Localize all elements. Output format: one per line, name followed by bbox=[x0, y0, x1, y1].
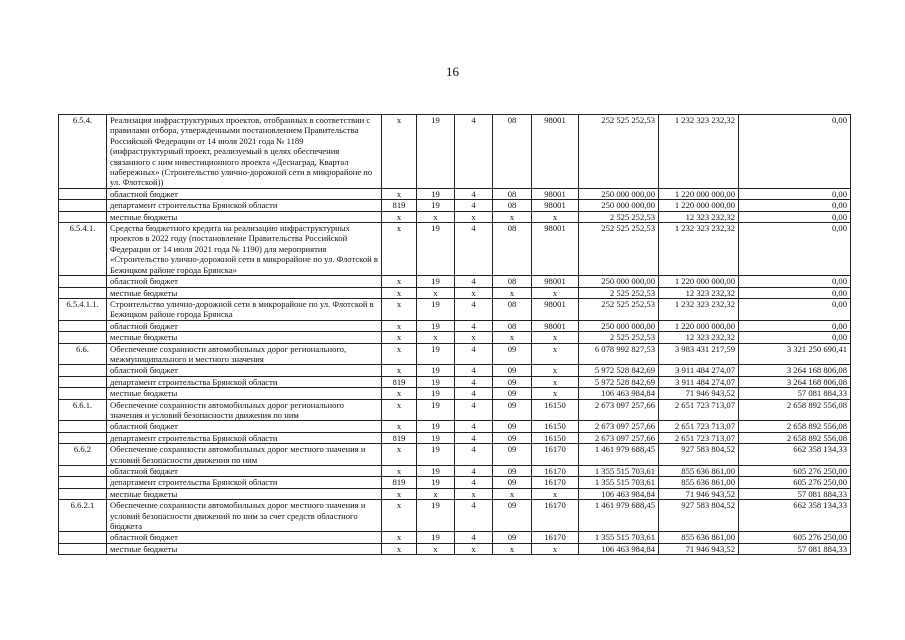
row-program-cell: 19 bbox=[417, 343, 455, 365]
row-value-1-cell: 106 463 984,84 bbox=[579, 488, 659, 499]
row-section-cell: 09 bbox=[493, 376, 532, 387]
row-program-cell: 19 bbox=[417, 432, 455, 443]
row-program-cell: 19 bbox=[417, 388, 455, 399]
row-value-2-cell: 12 323 232,32 bbox=[659, 287, 739, 298]
row-section-cell: 09 bbox=[493, 444, 532, 466]
row-gov-code-cell: х bbox=[382, 298, 417, 320]
row-program-cell: х bbox=[417, 488, 455, 499]
row-gov-code-cell: х bbox=[382, 466, 417, 477]
row-subprogram-cell: 4 bbox=[455, 115, 493, 189]
row-value-3-cell: 0,00 bbox=[739, 188, 851, 199]
row-subprogram-cell: х bbox=[455, 211, 493, 222]
table-row bbox=[59, 532, 851, 543]
row-code-cell bbox=[59, 287, 107, 298]
row-gov-code-cell: х bbox=[382, 211, 417, 222]
row-value-1-cell: 2 673 097 257,66 bbox=[579, 421, 659, 432]
row-subprogram-cell: 4 bbox=[455, 444, 493, 466]
row-value-1-cell: 252 525 252,53 bbox=[579, 298, 659, 320]
row-subprogram-cell: х bbox=[455, 332, 493, 343]
row-value-1-cell: 1 355 515 703,61 bbox=[579, 466, 659, 477]
row-code-cell bbox=[59, 188, 107, 199]
row-value-2-cell: 855 636 861,00 bbox=[659, 466, 739, 477]
table-row bbox=[59, 543, 851, 554]
row-target-article-cell: 98001 bbox=[532, 200, 579, 211]
row-target-article-cell: х bbox=[532, 343, 579, 365]
row-code-cell bbox=[59, 211, 107, 222]
row-value-1-cell: 2 525 252,53 bbox=[579, 287, 659, 298]
row-section-cell: 09 bbox=[493, 466, 532, 477]
row-name-cell: областной бюджет bbox=[107, 421, 382, 432]
row-code-cell: 6.6.2 bbox=[59, 444, 107, 466]
row-section-cell: 08 bbox=[493, 188, 532, 199]
row-program-cell: 19 bbox=[417, 365, 455, 376]
row-gov-code-cell: 819 bbox=[382, 477, 417, 488]
row-value-3-cell: 662 358 134,33 bbox=[739, 500, 851, 532]
row-target-article-cell: х bbox=[532, 332, 579, 343]
row-value-1-cell: 250 000 000,00 bbox=[579, 276, 659, 287]
row-subprogram-cell: 4 bbox=[455, 532, 493, 543]
row-gov-code-cell: х bbox=[382, 421, 417, 432]
row-code-cell: 6.5.4.1. bbox=[59, 223, 107, 276]
row-code-cell: 6.5.4.1.1. bbox=[59, 298, 107, 320]
row-program-cell: 19 bbox=[417, 376, 455, 387]
row-section-cell: 08 bbox=[493, 298, 532, 320]
row-code-cell bbox=[59, 477, 107, 488]
row-section-cell: 08 bbox=[493, 320, 532, 331]
row-name-cell: департамент строительства Брянской области bbox=[107, 200, 382, 211]
row-name-cell: областной бюджет bbox=[107, 532, 382, 543]
row-program-cell: 19 bbox=[417, 188, 455, 199]
row-value-2-cell: 1 220 000 000,00 bbox=[659, 276, 739, 287]
row-gov-code-cell: 819 bbox=[382, 200, 417, 211]
row-section-cell: 09 bbox=[493, 343, 532, 365]
row-program-cell: 19 bbox=[417, 115, 455, 189]
row-subprogram-cell: 4 bbox=[455, 500, 493, 532]
row-subprogram-cell: 4 bbox=[455, 365, 493, 376]
row-value-2-cell: 1 232 323 232,32 bbox=[659, 223, 739, 276]
row-gov-code-cell: х bbox=[382, 287, 417, 298]
row-value-3-cell: 3 264 168 806,08 bbox=[739, 376, 851, 387]
table-row bbox=[59, 432, 851, 443]
row-value-2-cell: 3 911 484 274,07 bbox=[659, 365, 739, 376]
row-target-article-cell: 16170 bbox=[532, 500, 579, 532]
table-row bbox=[59, 188, 851, 199]
row-value-2-cell: 855 636 861,00 bbox=[659, 532, 739, 543]
row-subprogram-cell: 4 bbox=[455, 388, 493, 399]
row-value-3-cell: 57 081 884,33 bbox=[739, 488, 851, 499]
row-value-3-cell: 2 658 892 556,08 bbox=[739, 399, 851, 421]
row-name-cell: областной бюджет bbox=[107, 320, 382, 331]
row-gov-code-cell: х bbox=[382, 388, 417, 399]
row-name-cell: Средства бюджетного кредита на реализацию инфраструктурных проектов в 2022 году (постановление Правительства Российской Федерации от 14 июля 2021 года № 1190) для мероприятия «Строительство улично-дорожной сети в микрорайоне по ул. Флотской в Бежицком районе города Брянска» bbox=[107, 223, 382, 276]
row-subprogram-cell: х bbox=[455, 287, 493, 298]
row-program-cell: х bbox=[417, 211, 455, 222]
row-value-2-cell: 71 946 943,52 bbox=[659, 388, 739, 399]
row-section-cell: 09 bbox=[493, 432, 532, 443]
budget-table bbox=[58, 114, 851, 555]
row-program-cell: х bbox=[417, 287, 455, 298]
table-row bbox=[59, 365, 851, 376]
row-value-2-cell: 1 220 000 000,00 bbox=[659, 320, 739, 331]
row-value-3-cell: 0,00 bbox=[739, 332, 851, 343]
row-program-cell: 19 bbox=[417, 276, 455, 287]
row-section-cell: 08 bbox=[493, 115, 532, 189]
row-target-article-cell: 16150 bbox=[532, 399, 579, 421]
row-program-cell: 19 bbox=[417, 444, 455, 466]
row-subprogram-cell: 4 bbox=[455, 223, 493, 276]
row-value-3-cell: 3 321 250 690,41 bbox=[739, 343, 851, 365]
table-row bbox=[59, 332, 851, 343]
row-name-cell: Обеспечение сохранности автомобильных дорог регионального значения и условий безопасности движения по ним bbox=[107, 399, 382, 421]
row-section-cell: х bbox=[493, 211, 532, 222]
row-program-cell: 19 bbox=[417, 466, 455, 477]
row-subprogram-cell: х bbox=[455, 543, 493, 554]
row-gov-code-cell: х bbox=[382, 332, 417, 343]
row-value-3-cell: 605 276 250,00 bbox=[739, 466, 851, 477]
row-code-cell bbox=[59, 432, 107, 443]
row-value-3-cell: 0,00 bbox=[739, 223, 851, 276]
row-section-cell: 08 bbox=[493, 223, 532, 276]
row-program-cell: 19 bbox=[417, 298, 455, 320]
row-target-article-cell: х bbox=[532, 287, 579, 298]
row-value-2-cell: 1 232 323 232,32 bbox=[659, 115, 739, 189]
row-program-cell: 19 bbox=[417, 500, 455, 532]
row-gov-code-cell: х bbox=[382, 488, 417, 499]
table-body bbox=[59, 115, 851, 555]
row-code-cell bbox=[59, 320, 107, 331]
row-name-cell: местные бюджеты bbox=[107, 388, 382, 399]
row-value-1-cell: 106 463 984,84 bbox=[579, 543, 659, 554]
row-program-cell: 19 bbox=[417, 421, 455, 432]
row-section-cell: 09 bbox=[493, 500, 532, 532]
row-target-article-cell: 98001 bbox=[532, 320, 579, 331]
row-name-cell: департамент строительства Брянской области bbox=[107, 432, 382, 443]
row-code-cell: 6.6. bbox=[59, 343, 107, 365]
row-code-cell: 6.6.1. bbox=[59, 399, 107, 421]
table-row bbox=[59, 500, 851, 532]
row-code-cell bbox=[59, 421, 107, 432]
row-name-cell: департамент строительства Брянской области bbox=[107, 477, 382, 488]
row-section-cell: 09 bbox=[493, 477, 532, 488]
row-name-cell: Реализация инфраструктурных проектов, отобранных в соответствии с правилами отбора, утвержденными постановлением Правительства Российской Федерации от 14 июля 2021 года № 1189 (инфраструктурный проект, реализуемый в целях обеспечения связанного с ним инвестиционного проекта «Деснаград, Квартал набережных» (Строительство улично-дорожной сети в микрорайоне по ул. Флотской)) bbox=[107, 115, 382, 189]
row-code-cell bbox=[59, 200, 107, 211]
row-gov-code-cell: х bbox=[382, 276, 417, 287]
row-name-cell: Строительство улично-дорожной сети в микрорайоне по ул. Флотской в Бежицком районе города Брянска bbox=[107, 298, 382, 320]
row-value-1-cell: 106 463 984,84 bbox=[579, 388, 659, 399]
row-value-1-cell: 2 525 252,53 bbox=[579, 332, 659, 343]
row-subprogram-cell: 4 bbox=[455, 343, 493, 365]
row-target-article-cell: 98001 bbox=[532, 115, 579, 189]
row-value-3-cell: 57 081 884,33 bbox=[739, 388, 851, 399]
row-value-2-cell: 3 911 484 274,07 bbox=[659, 376, 739, 387]
row-target-article-cell: х bbox=[532, 488, 579, 499]
table-row bbox=[59, 488, 851, 499]
row-value-1-cell: 252 525 252,53 bbox=[579, 223, 659, 276]
row-program-cell: 19 bbox=[417, 477, 455, 488]
row-section-cell: 09 bbox=[493, 365, 532, 376]
row-name-cell: местные бюджеты bbox=[107, 332, 382, 343]
row-name-cell: департамент строительства Брянской области bbox=[107, 376, 382, 387]
row-subprogram-cell: 4 bbox=[455, 276, 493, 287]
row-program-cell: 19 bbox=[417, 320, 455, 331]
row-program-cell: х bbox=[417, 332, 455, 343]
row-subprogram-cell: 4 bbox=[455, 298, 493, 320]
row-value-3-cell: 0,00 bbox=[739, 200, 851, 211]
row-value-1-cell: 250 000 000,00 bbox=[579, 320, 659, 331]
table-row bbox=[59, 399, 851, 421]
table-row bbox=[59, 223, 851, 276]
table-row bbox=[59, 298, 851, 320]
row-subprogram-cell: х bbox=[455, 488, 493, 499]
row-gov-code-cell: х bbox=[382, 500, 417, 532]
row-program-cell: 19 bbox=[417, 399, 455, 421]
row-target-article-cell: 98001 bbox=[532, 223, 579, 276]
row-value-2-cell: 71 946 943,52 bbox=[659, 543, 739, 554]
row-target-article-cell: х bbox=[532, 365, 579, 376]
row-subprogram-cell: 4 bbox=[455, 432, 493, 443]
row-value-2-cell: 3 983 431 217,59 bbox=[659, 343, 739, 365]
row-value-2-cell: 1 220 000 000,00 bbox=[659, 200, 739, 211]
row-value-1-cell: 1 355 515 703,61 bbox=[579, 477, 659, 488]
row-subprogram-cell: 4 bbox=[455, 421, 493, 432]
row-value-2-cell: 1 232 323 232,32 bbox=[659, 298, 739, 320]
row-value-2-cell: 12 323 232,32 bbox=[659, 211, 739, 222]
row-value-3-cell: 0,00 bbox=[739, 320, 851, 331]
row-gov-code-cell: х bbox=[382, 365, 417, 376]
row-value-3-cell: 57 081 884,33 bbox=[739, 543, 851, 554]
row-program-cell: 19 bbox=[417, 223, 455, 276]
row-target-article-cell: х bbox=[532, 543, 579, 554]
table-row bbox=[59, 320, 851, 331]
row-code-cell: 6.5.4. bbox=[59, 115, 107, 189]
row-gov-code-cell: 819 bbox=[382, 376, 417, 387]
row-target-article-cell: 16150 bbox=[532, 432, 579, 443]
row-value-1-cell: 2 673 097 257,66 bbox=[579, 432, 659, 443]
row-section-cell: 09 bbox=[493, 388, 532, 399]
row-subprogram-cell: 4 bbox=[455, 200, 493, 211]
table-row bbox=[59, 388, 851, 399]
table-row bbox=[59, 376, 851, 387]
row-value-1-cell: 1 461 979 688,45 bbox=[579, 500, 659, 532]
row-value-3-cell: 0,00 bbox=[739, 211, 851, 222]
row-subprogram-cell: 4 bbox=[455, 399, 493, 421]
row-target-article-cell: 16150 bbox=[532, 421, 579, 432]
row-subprogram-cell: 4 bbox=[455, 466, 493, 477]
table-row bbox=[59, 115, 851, 189]
table-row bbox=[59, 343, 851, 365]
row-value-2-cell: 927 583 804,52 bbox=[659, 444, 739, 466]
row-gov-code-cell: х bbox=[382, 115, 417, 189]
row-subprogram-cell: 4 bbox=[455, 376, 493, 387]
row-value-3-cell: 0,00 bbox=[739, 287, 851, 298]
row-name-cell: областной бюджет bbox=[107, 276, 382, 287]
row-gov-code-cell: х bbox=[382, 320, 417, 331]
row-name-cell: местные бюджеты bbox=[107, 488, 382, 499]
row-name-cell: Обеспечение сохранности автомобильных дорог регионального, межмуниципального и местного значения bbox=[107, 343, 382, 365]
row-value-2-cell: 1 220 000 000,00 bbox=[659, 188, 739, 199]
row-value-2-cell: 2 651 723 713,07 bbox=[659, 399, 739, 421]
row-name-cell: местные бюджеты bbox=[107, 543, 382, 554]
row-value-3-cell: 605 276 250,00 bbox=[739, 477, 851, 488]
row-value-1-cell: 2 525 252,53 bbox=[579, 211, 659, 222]
row-value-3-cell: 0,00 bbox=[739, 298, 851, 320]
row-section-cell: х bbox=[493, 287, 532, 298]
row-subprogram-cell: 4 bbox=[455, 320, 493, 331]
row-section-cell: х bbox=[493, 488, 532, 499]
table-row bbox=[59, 444, 851, 466]
row-gov-code-cell: х bbox=[382, 444, 417, 466]
row-value-3-cell: 662 358 134,33 bbox=[739, 444, 851, 466]
page-number: 16 bbox=[446, 64, 459, 79]
row-value-2-cell: 2 651 723 713,07 bbox=[659, 432, 739, 443]
row-code-cell bbox=[59, 466, 107, 477]
row-value-2-cell: 12 323 232,32 bbox=[659, 332, 739, 343]
table-row bbox=[59, 477, 851, 488]
row-value-3-cell: 2 658 892 556,08 bbox=[739, 432, 851, 443]
row-code-cell bbox=[59, 543, 107, 554]
row-value-1-cell: 6 078 992 827,53 bbox=[579, 343, 659, 365]
row-code-cell bbox=[59, 276, 107, 287]
row-value-2-cell: 855 636 861,00 bbox=[659, 477, 739, 488]
table-row bbox=[59, 200, 851, 211]
row-target-article-cell: 98001 bbox=[532, 298, 579, 320]
table-row bbox=[59, 421, 851, 432]
row-section-cell: 08 bbox=[493, 200, 532, 211]
table-row bbox=[59, 466, 851, 477]
row-target-article-cell: 98001 bbox=[532, 276, 579, 287]
row-value-2-cell: 927 583 804,52 bbox=[659, 500, 739, 532]
row-gov-code-cell: х bbox=[382, 223, 417, 276]
row-code-cell bbox=[59, 376, 107, 387]
row-value-1-cell: 1 461 979 688,45 bbox=[579, 444, 659, 466]
table-row bbox=[59, 211, 851, 222]
row-target-article-cell: х bbox=[532, 388, 579, 399]
row-target-article-cell: 98001 bbox=[532, 188, 579, 199]
row-section-cell: 09 bbox=[493, 421, 532, 432]
row-target-article-cell: 16170 bbox=[532, 477, 579, 488]
row-section-cell: 08 bbox=[493, 276, 532, 287]
row-gov-code-cell: х bbox=[382, 543, 417, 554]
row-gov-code-cell: х bbox=[382, 188, 417, 199]
row-value-1-cell: 252 525 252,53 bbox=[579, 115, 659, 189]
row-program-cell: 19 bbox=[417, 200, 455, 211]
row-section-cell: х bbox=[493, 543, 532, 554]
row-code-cell bbox=[59, 532, 107, 543]
row-name-cell: Обеспечение сохранности автомобильных дорог местного значения и условий безопасности движений по ним за счет средств областного бюджета bbox=[107, 500, 382, 532]
row-code-cell bbox=[59, 365, 107, 376]
row-target-article-cell: 16170 bbox=[532, 444, 579, 466]
row-program-cell: х bbox=[417, 543, 455, 554]
row-program-cell: 19 bbox=[417, 532, 455, 543]
row-subprogram-cell: 4 bbox=[455, 477, 493, 488]
row-target-article-cell: х bbox=[532, 376, 579, 387]
row-target-article-cell: х bbox=[532, 211, 579, 222]
row-value-3-cell: 0,00 bbox=[739, 276, 851, 287]
row-name-cell: областной бюджет bbox=[107, 365, 382, 376]
row-value-1-cell: 2 673 097 257,66 bbox=[579, 399, 659, 421]
row-value-1-cell: 5 972 528 842,69 bbox=[579, 365, 659, 376]
row-value-1-cell: 5 972 528 842,69 bbox=[579, 376, 659, 387]
row-subprogram-cell: 4 bbox=[455, 188, 493, 199]
row-value-1-cell: 1 355 515 703,61 bbox=[579, 532, 659, 543]
row-gov-code-cell: х bbox=[382, 532, 417, 543]
row-name-cell: местные бюджеты bbox=[107, 287, 382, 298]
row-value-2-cell: 71 946 943,52 bbox=[659, 488, 739, 499]
row-section-cell: х bbox=[493, 332, 532, 343]
row-code-cell bbox=[59, 488, 107, 499]
row-value-1-cell: 250 000 000,00 bbox=[579, 188, 659, 199]
row-gov-code-cell: х bbox=[382, 399, 417, 421]
table-row bbox=[59, 287, 851, 298]
row-name-cell: местные бюджеты bbox=[107, 211, 382, 222]
table-row bbox=[59, 276, 851, 287]
row-value-3-cell: 3 264 168 806,08 bbox=[739, 365, 851, 376]
row-name-cell: Обеспечение сохранности автомобильных дорог местного значения и условий безопасности движения по ним bbox=[107, 444, 382, 466]
row-section-cell: 09 bbox=[493, 532, 532, 543]
row-value-2-cell: 2 651 723 713,07 bbox=[659, 421, 739, 432]
row-value-1-cell: 250 000 000,00 bbox=[579, 200, 659, 211]
row-section-cell: 09 bbox=[493, 399, 532, 421]
row-code-cell: 6.6.2.1 bbox=[59, 500, 107, 532]
row-name-cell: областной бюджет bbox=[107, 466, 382, 477]
row-gov-code-cell: 819 bbox=[382, 432, 417, 443]
row-target-article-cell: 16170 bbox=[532, 466, 579, 477]
row-code-cell bbox=[59, 332, 107, 343]
row-name-cell: областной бюджет bbox=[107, 188, 382, 199]
row-code-cell bbox=[59, 388, 107, 399]
row-value-3-cell: 0,00 bbox=[739, 115, 851, 189]
row-target-article-cell: 16170 bbox=[532, 532, 579, 543]
row-value-3-cell: 605 276 250,00 bbox=[739, 532, 851, 543]
row-value-3-cell: 2 658 892 556,08 bbox=[739, 421, 851, 432]
row-gov-code-cell: х bbox=[382, 343, 417, 365]
